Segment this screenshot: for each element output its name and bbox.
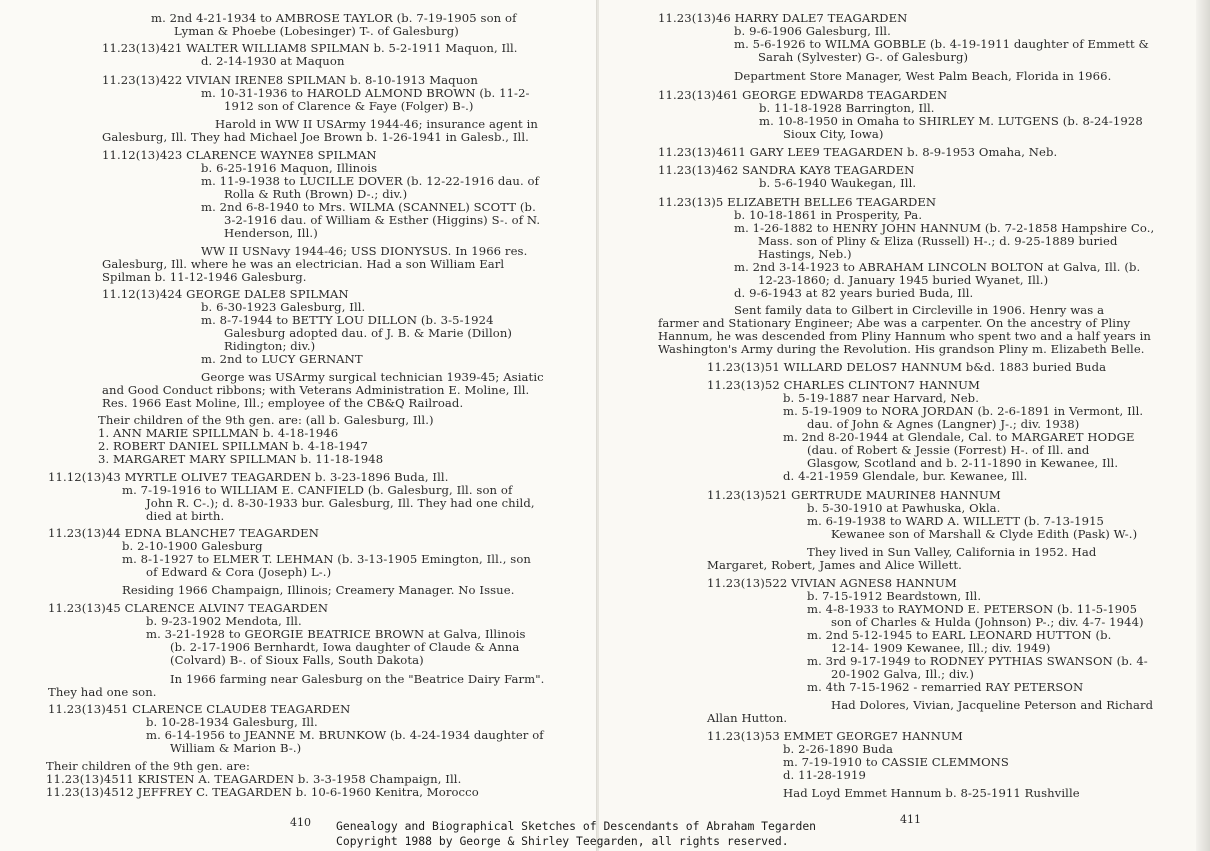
text-line: 12-23-1860; d. January 1945 buried Wyanet, Ill.) xyxy=(758,273,1049,287)
page-number-left: 410 xyxy=(290,816,311,829)
text-line: Galesburg, Ill. They had Michael Joe Brown b. 1-26-1941 in Galesb., Ill. xyxy=(102,130,529,144)
text-line: b. 2-10-1900 Galesburg xyxy=(122,539,263,553)
text-line: of Edward & Cora (Joseph) L-.) xyxy=(146,565,332,579)
text-line: m. 7-19-1910 to CASSIE CLEMMONS xyxy=(783,755,1009,769)
text-line: b. 2-26-1890 Buda xyxy=(783,742,893,756)
text-line: m. 2nd 4-21-1934 to AMBROSE TAYLOR (b. 7-19-1905 son of xyxy=(151,11,517,25)
text-line: Rolla & Ruth (Brown) D-.; div.) xyxy=(224,187,408,201)
text-line: Had Loyd Emmet Hannum b. 8-25-1911 Rushville xyxy=(783,786,1080,800)
text-line: son of Charles & Hulda (Johnson) P-.; div. 4-7- 1944) xyxy=(831,615,1144,629)
text-line: Their children of the 9th gen. are: xyxy=(46,759,251,773)
text-line: Spilman b. 11-12-1946 Galesburg. xyxy=(102,270,307,284)
text-line: 11.12(13)43 MYRTLE OLIVE7 TEAGARDEN b. 3-23-1896 Buda, Ill. xyxy=(48,470,449,484)
text-line: m. 2nd 6-8-1940 to Mrs. WILMA (SCANNEL) SCOTT (b. xyxy=(201,200,536,214)
text-line: m. 10-8-1950 in Omaha to SHIRLEY M. LUTGENS (b. 8-24-1928 xyxy=(759,114,1143,128)
text-line: 11.23(13)4512 JEFFREY C. TEAGARDEN b. 10-6-1960 Kenitra, Morocco xyxy=(46,785,479,799)
text-line: died at birth. xyxy=(146,509,225,523)
page-number-right: 411 xyxy=(900,813,921,826)
text-line: Had Dolores, Vivian, Jacqueline Peterson and Richard xyxy=(831,698,1154,712)
text-line: b. 9-23-1902 Mendota, Ill. xyxy=(146,614,302,628)
text-line: 11.23(13)422 VIVIAN IRENE8 SPILMAN b. 8-10-1913 Maquon xyxy=(102,73,478,87)
text-line: Sent family data to Gilbert in Circleville in 1906. Henry was a xyxy=(734,303,1105,317)
text-line: 11.23(13)51 WILLARD DELOS7 HANNUM b&d. 1883 buried Buda xyxy=(707,360,1107,374)
text-line: Their children of the 9th gen. are: (all b. Galesburg, Ill.) xyxy=(98,413,434,427)
text-line: 11.23(13)521 GERTRUDE MAURINE8 HANNUM xyxy=(707,488,1001,502)
text-line: farmer and Stationary Engineer; Abe was a carpenter. On the ancestry of Pliny xyxy=(658,316,1131,330)
text-line: m. 7-19-1916 to WILLIAM E. CANFIELD (b. Galesburg, Ill. son of xyxy=(122,483,513,497)
text-line: m. 8-7-1944 to BETTY LOU DILLON (b. 3-5-1924 xyxy=(201,313,494,327)
text-line: Sioux City, Iowa) xyxy=(783,127,884,141)
text-line: They lived in Sun Valley, California in 1952. Had xyxy=(807,545,1097,559)
text-line: m. 6-14-1956 to JEANNE M. BRUNKOW (b. 4-24-1934 daughter of xyxy=(146,728,544,742)
text-line: m. 10-31-1936 to HAROLD ALMOND BROWN (b. 11-2- xyxy=(201,86,530,100)
text-line: Res. 1966 East Moline, Ill.; employee of the CB&Q Railroad. xyxy=(102,396,464,410)
text-line: Residing 1966 Champaign, Illinois; Creamery Manager. No Issue. xyxy=(122,583,515,597)
text-line: b. 5-19-1887 near Harvard, Neb. xyxy=(783,391,979,405)
text-line: b. 9-6-1906 Galesburg, Ill. xyxy=(734,24,891,38)
text-line: John R. C-.); d. 8-30-1933 bur. Galesburg, Ill. They had one child, xyxy=(146,496,535,510)
text-line: m. 4-8-1933 to RAYMOND E. PETERSON (b. 11-5-1905 xyxy=(807,602,1138,616)
text-line: 11.23(13)461 GEORGE EDWARD8 TEAGARDEN xyxy=(658,88,948,102)
text-line: William & Marion B-.) xyxy=(170,741,302,755)
text-line: Kewanee son of Marshall & Clyde Edith (Pask) W-.) xyxy=(831,527,1138,541)
text-line: Lyman & Phoebe (Lobesinger) T-. of Galesburg) xyxy=(174,24,459,38)
text-line: Hastings, Neb.) xyxy=(758,247,852,261)
footer-title: Genealogy and Biographical Sketches of Descendants of Abraham Tegarden xyxy=(336,819,817,833)
text-line: They had one son. xyxy=(48,685,157,699)
text-line: m. 11-9-1938 to LUCILLE DOVER (b. 12-22-1916 dau. of xyxy=(201,174,540,188)
text-line: and Good Conduct ribbons; with Veterans Administration E. Moline, Ill. xyxy=(102,383,530,397)
text-line: 3. MARGARET MARY SPILLMAN b. 11-18-1948 xyxy=(98,452,384,466)
text-line: 11.12(13)424 GEORGE DALE8 SPILMAN xyxy=(102,287,349,301)
text-line: 11.23(13)53 EMMET GEORGE7 HANNUM xyxy=(707,729,963,743)
text-line: m. 2nd 5-12-1945 to EARL LEONARD HUTTON (b. xyxy=(807,628,1112,642)
text-line: (b. 2-17-1906 Bernhardt, Iowa daughter of Claude & Anna xyxy=(170,640,520,654)
text-line: d. 2-14-1930 at Maquon xyxy=(201,54,345,68)
text-line: Allan Hutton. xyxy=(707,711,788,725)
text-line: 1912 son of Clarence & Faye (Folger) B-.) xyxy=(224,99,474,113)
text-line: 11.23(13)46 HARRY DALE7 TEAGARDEN xyxy=(658,11,908,25)
text-line: 20-1902 Galva, Ill.; div.) xyxy=(831,667,974,681)
text-line: m. 5-19-1909 to NORA JORDAN (b. 2-6-1891 in Vermont, Ill. xyxy=(783,404,1144,418)
text-line: b. 7-15-1912 Beardstown, Ill. xyxy=(807,589,982,603)
text-line: In 1966 farming near Galesburg on the "Beatrice Dairy Farm". xyxy=(170,672,545,686)
text-line: 11.23(13)522 VIVIAN AGNES8 HANNUM xyxy=(707,576,957,590)
text-line: b. 11-18-1928 Barrington, Ill. xyxy=(759,101,935,115)
text-line: b. 5-6-1940 Waukegan, Ill. xyxy=(759,176,917,190)
footer-copyright: Copyright 1988 by George & Shirley Teegarden, all rights reserved. xyxy=(336,834,789,848)
text-line: 2. ROBERT DANIEL SPILLMAN b. 4-18-1947 xyxy=(98,439,369,453)
text-line: 11.23(13)462 SANDRA KAY8 TEAGARDEN xyxy=(658,163,915,177)
text-line: 11.23(13)451 CLARENCE CLAUDE8 TEAGARDEN xyxy=(48,702,351,716)
text-line: m. 3-21-1928 to GEORGIE BEATRICE BROWN at Galva, Illinois xyxy=(146,627,526,641)
text-line: 11.23(13)421 WALTER WILLIAM8 SPILMAN b. 5-2-1911 Maquon, Ill. xyxy=(102,41,518,55)
text-line: m. 6-19-1938 to WARD A. WILLETT (b. 7-13-1915 xyxy=(807,514,1105,528)
text-line: m. 5-6-1926 to WILMA GOBBLE (b. 4-19-1911 daughter of Emmett & xyxy=(734,37,1149,51)
text-line: m. 3rd 9-17-1949 to RODNEY PYTHIAS SWANSON (b. 4- xyxy=(807,654,1148,668)
text-line: Glasgow, Scotland and b. 2-11-1890 in Kewanee, Ill. xyxy=(807,456,1119,470)
text-line: WW II USNavy 1944-46; USS DIONYSUS. In 1966 res. xyxy=(201,244,528,258)
text-line: 11.12(13)423 CLARENCE WAYNE8 SPILMAN xyxy=(102,148,377,162)
text-line: Henderson, Ill.) xyxy=(224,226,318,240)
text-line: 3-2-1916 dau. of William & Esther (Higgins) S-. of N. xyxy=(224,213,541,227)
text-line: 11.23(13)5 ELIZABETH BELLE6 TEAGARDEN xyxy=(658,195,937,209)
left-page xyxy=(0,0,596,851)
text-line: 11.23(13)4611 GARY LEE9 TEAGARDEN b. 8-9-1953 Omaha, Neb. xyxy=(658,145,1058,159)
text-line: b. 6-30-1923 Galesburg, Ill. xyxy=(201,300,366,314)
text-line: 11.23(13)52 CHARLES CLINTON7 HANNUM xyxy=(707,378,980,392)
text-line: 11.23(13)4511 KRISTEN A. TEAGARDEN b. 3-3-1958 Champaign, Ill. xyxy=(46,772,462,786)
text-line: dau. of John & Agnes (Langner) J-.; div. 1938) xyxy=(807,417,1080,431)
text-line: 12-14- 1909 Kewanee, Ill.; div. 1949) xyxy=(831,641,1051,655)
text-line: m. 1-26-1882 to HENRY JOHN HANNUM (b. 7-2-1858 Hampshire Co., xyxy=(734,221,1155,235)
text-line: d. 4-21-1959 Glendale, bur. Kewanee, Ill. xyxy=(783,469,1028,483)
text-line: Sarah (Sylvester) G-. of Galesburg) xyxy=(758,50,969,64)
text-line: Margaret, Robert, James and Alice Willett. xyxy=(707,558,962,572)
text-line: (Colvard) B-. of Sioux Falls, South Dakota) xyxy=(170,653,424,667)
text-line: 1. ANN MARIE SPILLMAN b. 4-18-1946 xyxy=(98,426,339,440)
text-line: b. 5-30-1910 at Pawhuska, Okla. xyxy=(807,501,1001,515)
text-line: Ridington; div.) xyxy=(224,339,316,353)
right-page xyxy=(599,0,1210,851)
page-edge xyxy=(1196,0,1210,851)
text-line: Galesburg adopted dau. of J. B. & Marie (Dillon) xyxy=(224,326,513,340)
text-line: (dau. of Robert & Jessie (Forrest) H-. of Ill. and xyxy=(807,443,1090,457)
text-line: m. 2nd to LUCY GERNANT xyxy=(201,352,363,366)
text-line: b. 10-18-1861 in Prosperity, Pa. xyxy=(734,208,923,222)
text-line: b. 6-25-1916 Maquon, Illinois xyxy=(201,161,378,175)
text-line: m. 2nd 8-20-1944 at Glendale, Cal. to MARGARET HODGE xyxy=(783,430,1135,444)
text-line: 11.23(13)45 CLARENCE ALVIN7 TEAGARDEN xyxy=(48,601,329,615)
text-line: Department Store Manager, West Palm Beach, Florida in 1966. xyxy=(734,69,1112,83)
text-line: Washington's Army during the Revolution. His grandson Pliny m. Elizabeth Belle. xyxy=(658,342,1145,356)
text-line: 11.23(13)44 EDNA BLANCHE7 TEAGARDEN xyxy=(48,526,319,540)
text-line: Harold in WW II USArmy 1944-46; insurance agent in xyxy=(215,117,538,131)
text-line: b. 10-28-1934 Galesburg, Ill. xyxy=(146,715,318,729)
text-line: d. 11-28-1919 xyxy=(783,768,866,782)
text-line: m. 8-1-1927 to ELMER T. LEHMAN (b. 3-13-1905 Emington, Ill., son xyxy=(122,552,531,566)
text-line: George was USArmy surgical technician 1939-45; Asiatic xyxy=(201,370,544,384)
text-line: Galesburg, Ill. where he was an electrician. Had a son William Earl xyxy=(102,257,505,271)
text-line: m. 2nd 3-14-1923 to ABRAHAM LINCOLN BOLTON at Galva, Ill. (b. xyxy=(734,260,1141,274)
text-line: Hannum, he was descended from Pliny Hannum who spent two and a half years in xyxy=(658,329,1151,343)
text-line: Mass. son of Pliny & Eliza (Russell) H-.; d. 9-25-1889 buried xyxy=(758,234,1118,248)
text-line: d. 9-6-1943 at 82 years buried Buda, Ill. xyxy=(734,286,974,300)
text-line: m. 4th 7-15-1962 - remarried RAY PETERSON xyxy=(807,680,1084,694)
